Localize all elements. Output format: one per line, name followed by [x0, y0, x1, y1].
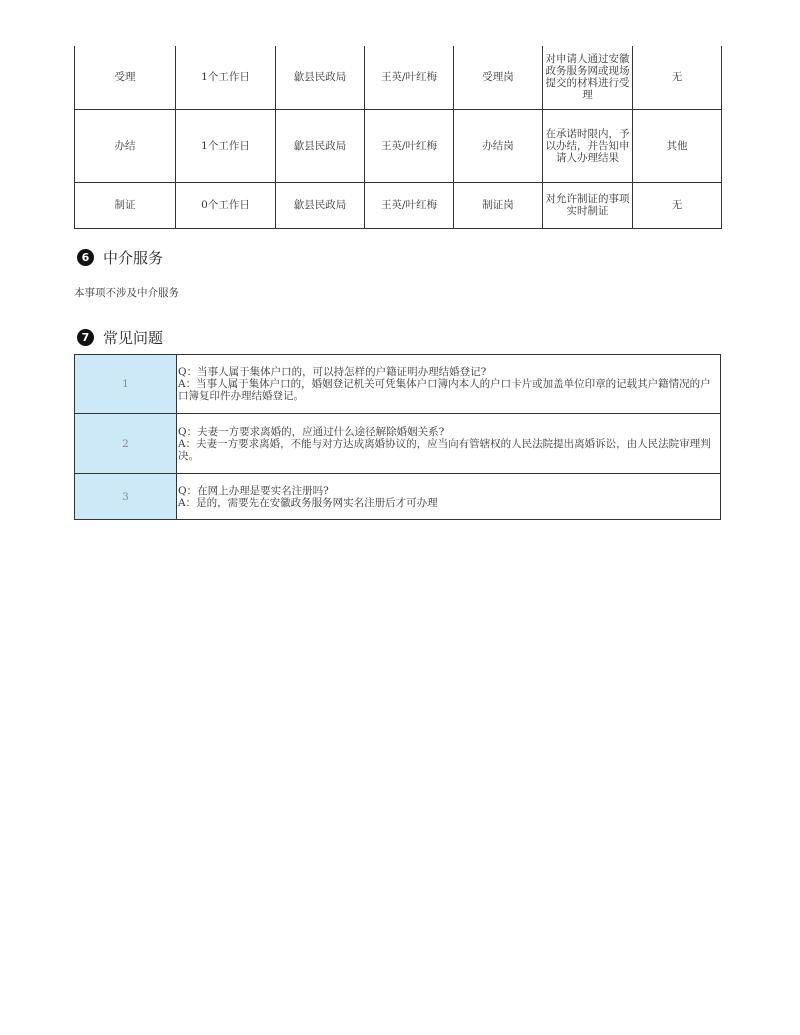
- faq-row: [75, 474, 721, 520]
- person-cell: 王英/叶红梅: [365, 182, 454, 228]
- result-cell: 无: [633, 182, 722, 228]
- faq-row: [75, 355, 721, 414]
- time-cell: 0个工作日: [176, 182, 276, 228]
- desc-cell: 对允许制证的事项实时制证: [543, 182, 633, 228]
- intermediary-note: 本事项不涉及中介服务: [74, 287, 179, 299]
- process-row: [75, 46, 722, 109]
- section-heading-faq: [77, 327, 163, 348]
- section-title: 中介服务: [103, 249, 164, 267]
- faq-question: Q：夫妻一方要求离婚的，应通过什么途径解除婚姻关系?: [178, 425, 445, 438]
- faq-content: [177, 355, 721, 414]
- faq-answer: A：夫妻一方要求离婚，不能与对方达成离婚协议的，应当向有管辖权的人民法院提出离婚诉讼，由人民法院审理判决。: [178, 437, 711, 462]
- faq-content: [177, 474, 721, 520]
- post-cell: 办结岗: [454, 109, 543, 182]
- dept-cell: 歙县民政局: [276, 109, 365, 182]
- section-number-badge: 6: [77, 249, 94, 266]
- post-cell: 受理岗: [454, 46, 543, 109]
- section-title: 常见问题: [103, 329, 164, 347]
- time-cell: 1个工作日: [176, 109, 276, 182]
- process-table: [74, 46, 722, 229]
- step-cell: 办结: [75, 109, 176, 182]
- faq-answer: A：是的，需要先在安徽政务服务网实名注册后才可办理: [178, 496, 438, 509]
- faq-answer: A：当事人属于集体户口的，婚姻登记机关可凭集体户口簿内本人的户口卡片或加盖单位印章的记载其户籍情况的户口簿复印件办理结婚登记。: [178, 378, 711, 402]
- desc-cell: 对申请人通过安徽政务服务网或现场提交的材料进行受理: [543, 46, 633, 109]
- process-row: [75, 182, 722, 228]
- section-number-badge: 7: [77, 329, 94, 346]
- faq-question: Q：当事人属于集体户口的，可以持怎样的户籍证明办理结婚登记?: [178, 366, 487, 378]
- faq-table: [74, 354, 721, 520]
- person-cell: 王英/叶红梅: [365, 109, 454, 182]
- step-cell: 制证: [75, 182, 176, 228]
- faq-number: 3: [75, 474, 177, 520]
- faq-question: Q：在网上办理是要实名注册吗?: [178, 484, 329, 497]
- post-cell: 制证岗: [454, 182, 543, 228]
- result-cell: 无: [633, 46, 722, 109]
- desc-cell: 在承诺时限内，予以办结，并告知申请人办理结果: [543, 109, 633, 182]
- result-cell: 其他: [633, 109, 722, 182]
- section-heading-intermediary: [77, 247, 163, 268]
- dept-cell: 歙县民政局: [276, 46, 365, 109]
- process-row: [75, 109, 722, 182]
- faq-content: [177, 414, 721, 474]
- step-cell: 受理: [75, 46, 176, 109]
- person-cell: 王英/叶红梅: [365, 46, 454, 109]
- faq-number: 2: [75, 414, 177, 474]
- dept-cell: 歙县民政局: [276, 182, 365, 228]
- time-cell: 1个工作日: [176, 46, 276, 109]
- faq-row: [75, 414, 721, 474]
- faq-number: 1: [75, 355, 177, 414]
